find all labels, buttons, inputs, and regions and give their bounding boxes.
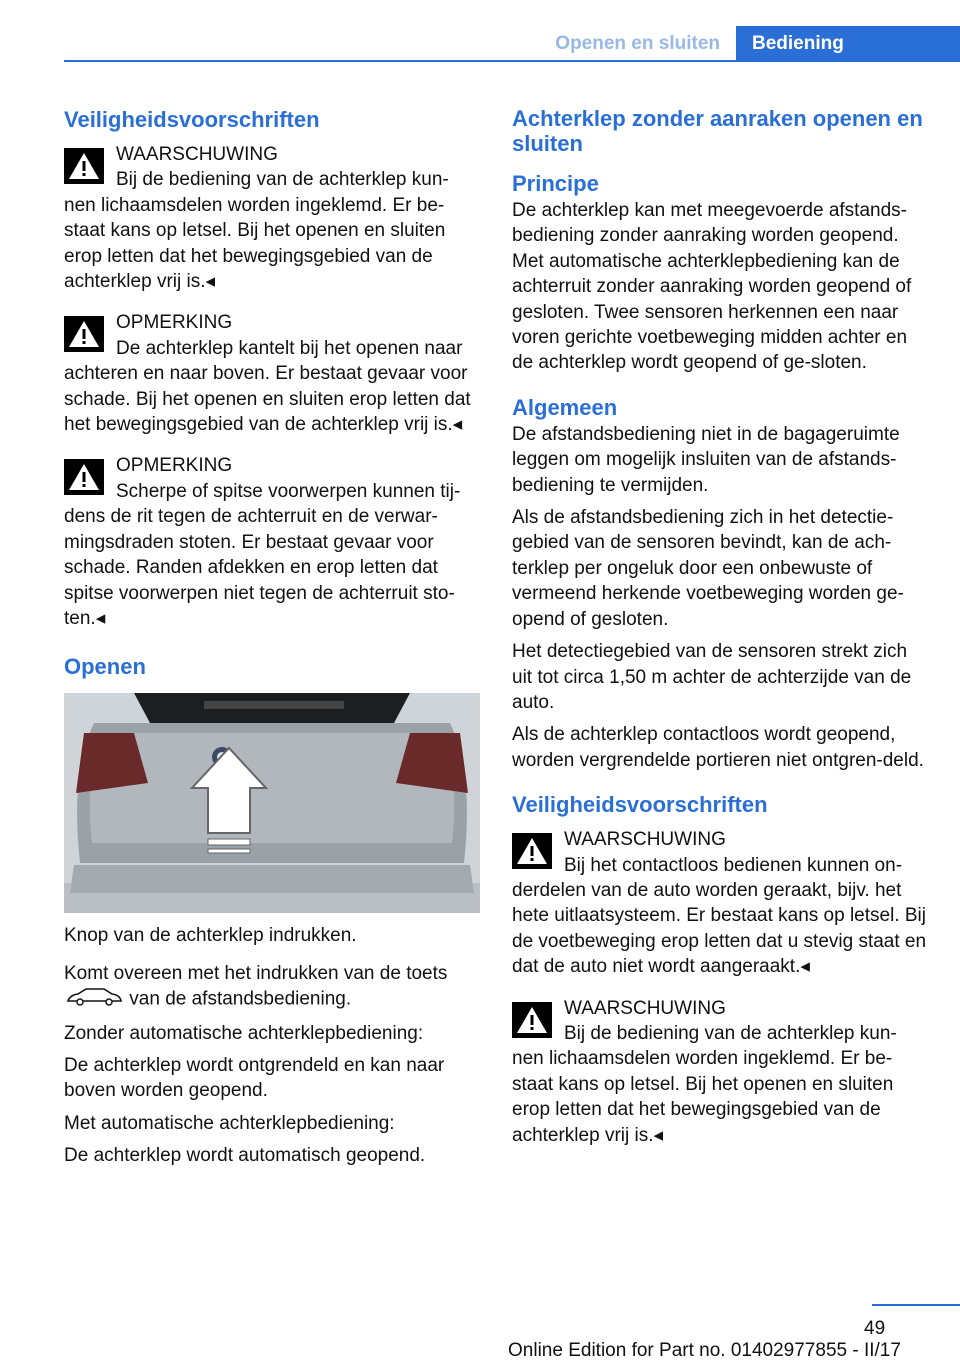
paragraph: De achterklep wordt ontgrendeld en kan naar boven worden geopend. (64, 1054, 445, 1102)
open-heading: Openen (64, 654, 146, 680)
instruction-text: Knop van de achterklep indrukken. (64, 925, 357, 947)
paragraph: De afstandsbediening niet in de bagageruimte leggen om mogelijk insluiten van de afstands-bediening te vermijden. (512, 423, 900, 496)
warning-text: derdelen van de auto worden geraakt, bijv. het hete uitlaatsysteem. Er bestaat kans op letsel. Bij de voetbeweging erop letten dat u stevig staat en dat de auto niet wordt aangeraakt.◂ (512, 879, 927, 978)
general-heading: Algemeen (512, 394, 618, 420)
warning-text-lead: Bij de bediening van de achterklep kun- (116, 169, 449, 191)
notice-block-2 (64, 453, 480, 631)
header-rule (64, 60, 960, 62)
header-section-title: Openen en sluiten (555, 33, 720, 54)
paragraph: Als de achterklep contactloos wordt geopend, worden vergrendelde portieren niet ontgren-deld. (512, 724, 924, 771)
warning-block-2 (512, 827, 928, 979)
paragraph: Als de afstandsbediening zich in het detectie-gebied van de sensoren bevindt, kan de ach-terklep per ongeluk door een onbewuste of vermeend herkende voetbeweging worden ge-opend of gesloten. (512, 507, 904, 630)
principle-text: De achterklep kan met meegevoerde afstands-bediening zonder aanraking worden geopend. Met automatische achterklepbediening kan de achterruit zonder aanraking worden geopend of gesloten. Twee sensoren herkennen een naar voren gerichte voetbeweging midden achter en de achterklep wordt geopend of ge-sloten. (512, 200, 912, 374)
warning-icon (64, 148, 104, 184)
right-column (512, 100, 928, 1148)
warning-block-1 (64, 142, 480, 294)
warning-icon (64, 459, 104, 495)
page-number: 49 (864, 1318, 886, 1339)
notice-title: OPMERKING (116, 312, 233, 334)
warning-title: WAARSCHUWING (564, 997, 726, 1019)
tailgate-photo (64, 693, 480, 913)
header-chapter-tab: Bediening (736, 26, 960, 62)
left-column (64, 100, 480, 1169)
paragraph-key-lead: Komt overeen met het indrukken van de toets (64, 962, 448, 984)
paragraph: De achterklep wordt automatisch geopend. (64, 1145, 426, 1167)
principle-heading: Principe (512, 171, 599, 196)
warning-title: WAARSCHUWING (564, 829, 726, 851)
paragraph-key-line (64, 986, 480, 1013)
warning-text: nen lichaamsdelen worden ingeklemd. Er be-staat kans op letsel. Bij het openen en sluiten erop letten dat het bewegingsgebied van de achterklep vrij is.◂ (64, 194, 446, 293)
warning-icon (64, 316, 104, 352)
safety-heading-right: Veiligheidsvoorschriften (512, 792, 768, 818)
page-number-rule (872, 1304, 960, 1306)
notice-text: achteren en naar boven. Er bestaat gevaar voor schade. Bij het openen en sluiten erop letten dat het bewegingsgebied van de achterklep vrij is.◂ (64, 363, 471, 436)
edition-footer: Online Edition for Part no. 01402977855 - II/17 (508, 1340, 901, 1361)
notice-block-1 (64, 310, 480, 437)
paragraph: Het detectiegebied van de sensoren strekt zich uit tot circa 1,50 m achter de achterzijde van de auto. (512, 641, 912, 713)
warning-block-3 (512, 996, 928, 1148)
notice-text-lead: Scherpe of spitse voorwerpen kunnen tij- (116, 480, 461, 502)
main-heading: Achterklep zonder aanraken openen en sluiten (512, 106, 923, 156)
warning-icon (512, 833, 552, 869)
paragraph: Zonder automatische achterklepbediening: (64, 1022, 424, 1044)
car-key-icon (64, 986, 124, 1013)
notice-title: OPMERKING (116, 455, 233, 477)
paragraph-key-tail: van de afstandsbediening. (124, 988, 352, 1010)
notice-text-lead: De achterklep kantelt bij het openen naar (116, 337, 463, 359)
warning-title: WAARSCHUWING (116, 144, 278, 165)
paragraph: Met automatische achterklepbediening: (64, 1112, 395, 1134)
warning-text-lead: Bij het contactloos bedienen kunnen on- (564, 854, 903, 876)
warning-text: nen lichaamsdelen worden ingeklemd. Er be-staat kans op letsel. Bij het openen en sluiten erop letten dat het bewegingsgebied van de achterklep vrij is.◂ (512, 1048, 894, 1146)
warning-icon (512, 1002, 552, 1038)
warning-text-lead: Bij de bediening van de achterklep kun- (564, 1022, 897, 1044)
safety-heading-left: Veiligheidsvoorschriften (64, 107, 320, 132)
notice-text: dens de rit tegen de achterruit en de verwar-mingsdraden stoten. Er bestaat gevaar voor schade. Randen afdekken en erop letten dat spitse voorwerpen niet tegen de achterruit sto-ten.◂ (64, 506, 455, 629)
